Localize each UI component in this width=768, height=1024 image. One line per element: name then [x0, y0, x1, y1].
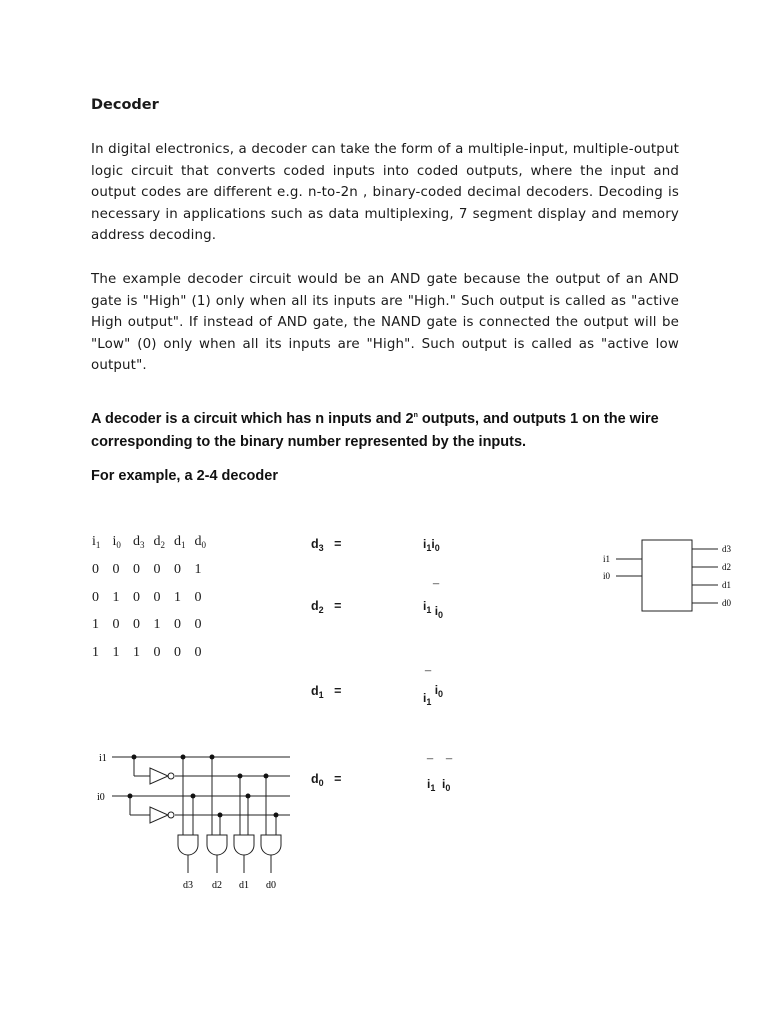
circuit-input-label: i1: [99, 753, 107, 764]
definition-part2: outputs, and outputs 1 on the wire: [417, 411, 659, 427]
and-gate-d3: [178, 835, 198, 855]
truth-table-row: 0 1 0 0 1 0: [92, 589, 202, 605]
equation-d2-rhs: $i_1$ $i_0$: [423, 599, 444, 620]
circuit-output-label: d3: [183, 880, 193, 891]
and-gate-d0: [261, 835, 281, 855]
circuit-output-label: d0: [266, 880, 276, 891]
equation-d3-rhs: $i_1i_0$: [423, 537, 440, 553]
equation-d0-lhs: $d_0$ =: [311, 772, 342, 788]
equation-d2-bar: _: [433, 573, 440, 585]
equation-d3-lhs: $d_3$ =: [311, 537, 342, 553]
equation-d0-rhs: $i_1$ $i_0$: [427, 777, 451, 793]
circuit-input-label: i0: [97, 792, 105, 803]
equation-d1-bar: _: [425, 660, 432, 672]
decoder-circuit-diagram: [90, 745, 300, 895]
truth-table-row: 1 0 0 1 0 0: [92, 617, 202, 632]
definition-superscript: n: [413, 412, 418, 419]
equation-d0-bar-i1: _: [427, 748, 434, 760]
circuit-output-label: d1: [239, 880, 249, 891]
block-input-label: i1: [603, 554, 611, 564]
definition-line-2: corresponding to the binary number represented by the inputs.: [91, 434, 527, 450]
equation-d0-bar-i0: _: [446, 748, 453, 760]
equation-d2-lhs: $d_2$ =: [311, 599, 342, 615]
example-label: For example, a 2-4 decoder: [91, 468, 278, 484]
truth-table-header: $i_1$ $i_0$ $d_3$ $d_2$ $d_1$ $d_0$: [92, 534, 206, 550]
page-title: Decoder: [91, 97, 159, 113]
circuit-output-label: d2: [212, 880, 222, 891]
truth-table: [92, 534, 215, 672]
definition-part1: A decoder is a circuit which has n inputs and 2: [91, 411, 414, 427]
equation-d1-rhs: $i_1$ $i_0$: [423, 683, 444, 707]
paragraph-intro: In digital electronics, a decoder can take the form of a multiple-input, multiple-output logic circuit that converts coded inputs into coded outputs, where the input and output codes are different e.g. n-to-2n , binary-coded decimal decoders. Decoding is necessary in applications such as data multiplexing, 7 segment display and memory address decoding.: [91, 142, 679, 244]
block-output-label: d3: [722, 544, 731, 554]
inverter-i1: [150, 768, 168, 784]
block-output-label: d1: [722, 580, 731, 590]
and-gate-d1: [234, 835, 254, 855]
block-output-label: d0: [722, 598, 731, 608]
paragraph-and-gate: The example decoder circuit would be an AND gate because the output of an AND gate is "High" (1) only when all its inputs are "High." Such output is called as "active High output". If instead of AND gate, the NAND gate is connected the output will be "Low" (0) only when all its inputs are "High". Such output is called as "active low output".: [91, 272, 679, 374]
block-output-label: d2: [722, 562, 731, 572]
definition-line-1: [91, 411, 659, 427]
block-input-label: i0: [603, 571, 611, 581]
truth-table-row: 1 1 1 0 0 0: [92, 644, 202, 660]
and-gate-d2: [207, 835, 227, 855]
decoder-box: [642, 540, 692, 611]
decoder-block-diagram: [596, 535, 746, 620]
truth-table-row: 0 0 0 0 0 1: [92, 562, 202, 577]
inverter-i0: [150, 807, 168, 823]
equation-d1-lhs: $d_1$ =: [311, 684, 342, 700]
